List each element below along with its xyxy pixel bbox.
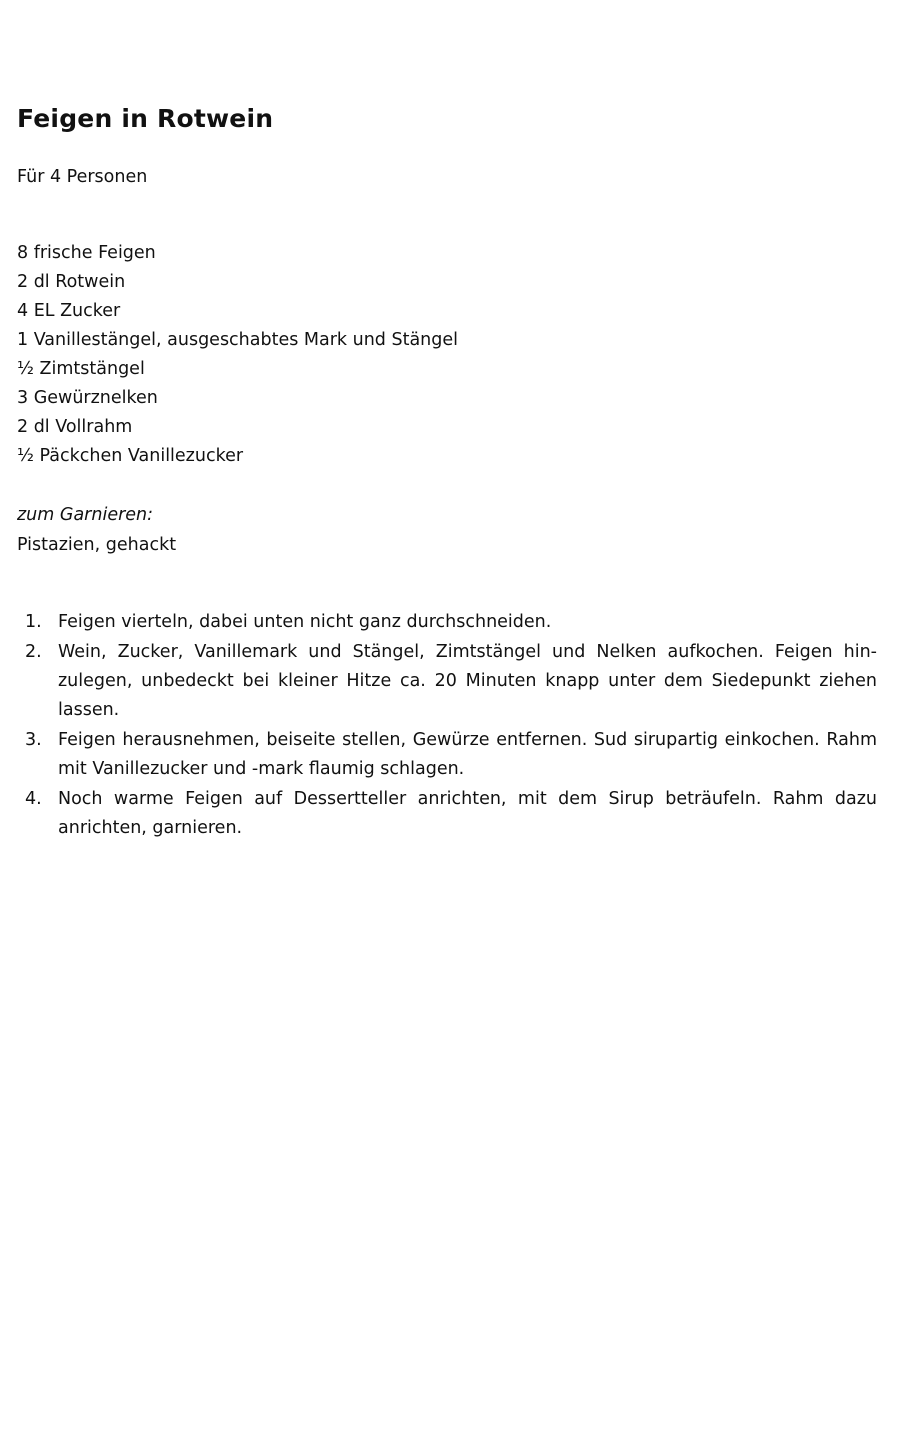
step-item — [17, 785, 877, 843]
step-number: 3. — [25, 730, 42, 750]
step-text: Feigen herausnehmen, beiseite stellen, Gewürze entfernen. Sud sirupartig einkochen. Rahm mit Vanillezucker und -mark flaumig schlagen. — [58, 730, 877, 779]
step-text: Feigen vierteln, dabei unten nicht ganz durchschneiden. — [58, 612, 552, 632]
step-item — [17, 638, 877, 725]
garnish-item: Pistazien, gehackt — [17, 535, 177, 555]
garnish-section-label: zum Garnieren: — [17, 505, 154, 525]
page-title: Feigen in Rotwein — [17, 104, 274, 133]
step-text: Noch warme Feigen auf Dessertteller anrichten, mit dem Sirup beträufeln. Rahm dazu anrichten, garnieren. — [58, 789, 877, 838]
ingredient-line: 4 EL Zucker — [17, 301, 121, 321]
ingredient-line: ½ Zimtstängel — [17, 359, 145, 379]
ingredient-line: ½ Päckchen Vanillezucker — [17, 446, 244, 466]
preparation-steps — [17, 608, 877, 843]
ingredient-line: 8 frische Feigen — [17, 243, 156, 263]
ingredient-line: 3 Gewürznelken — [17, 388, 158, 408]
step-item — [17, 608, 877, 637]
ingredient-line: 2 dl Vollrahm — [17, 417, 133, 437]
servings-line: Für 4 Personen — [17, 167, 148, 187]
step-number: 1. — [25, 612, 42, 632]
step-number: 2. — [25, 642, 42, 662]
ingredient-line: 2 dl Rotwein — [17, 272, 126, 292]
ingredient-line: 1 Vanillestängel, ausgeschabtes Mark und Stängel — [17, 330, 459, 350]
ingredient-list — [17, 239, 877, 471]
step-number: 4. — [25, 789, 42, 809]
step-item — [17, 726, 877, 784]
step-text: Wein, Zucker, Vanillemark und Stängel, Zimtstängel und Nelken aufkochen. Feigen hinzulegen, unbedeckt bei kleiner Hitze ca. 20 Minuten knapp unter dem Siedepunkt ziehen lassen. — [58, 642, 877, 720]
